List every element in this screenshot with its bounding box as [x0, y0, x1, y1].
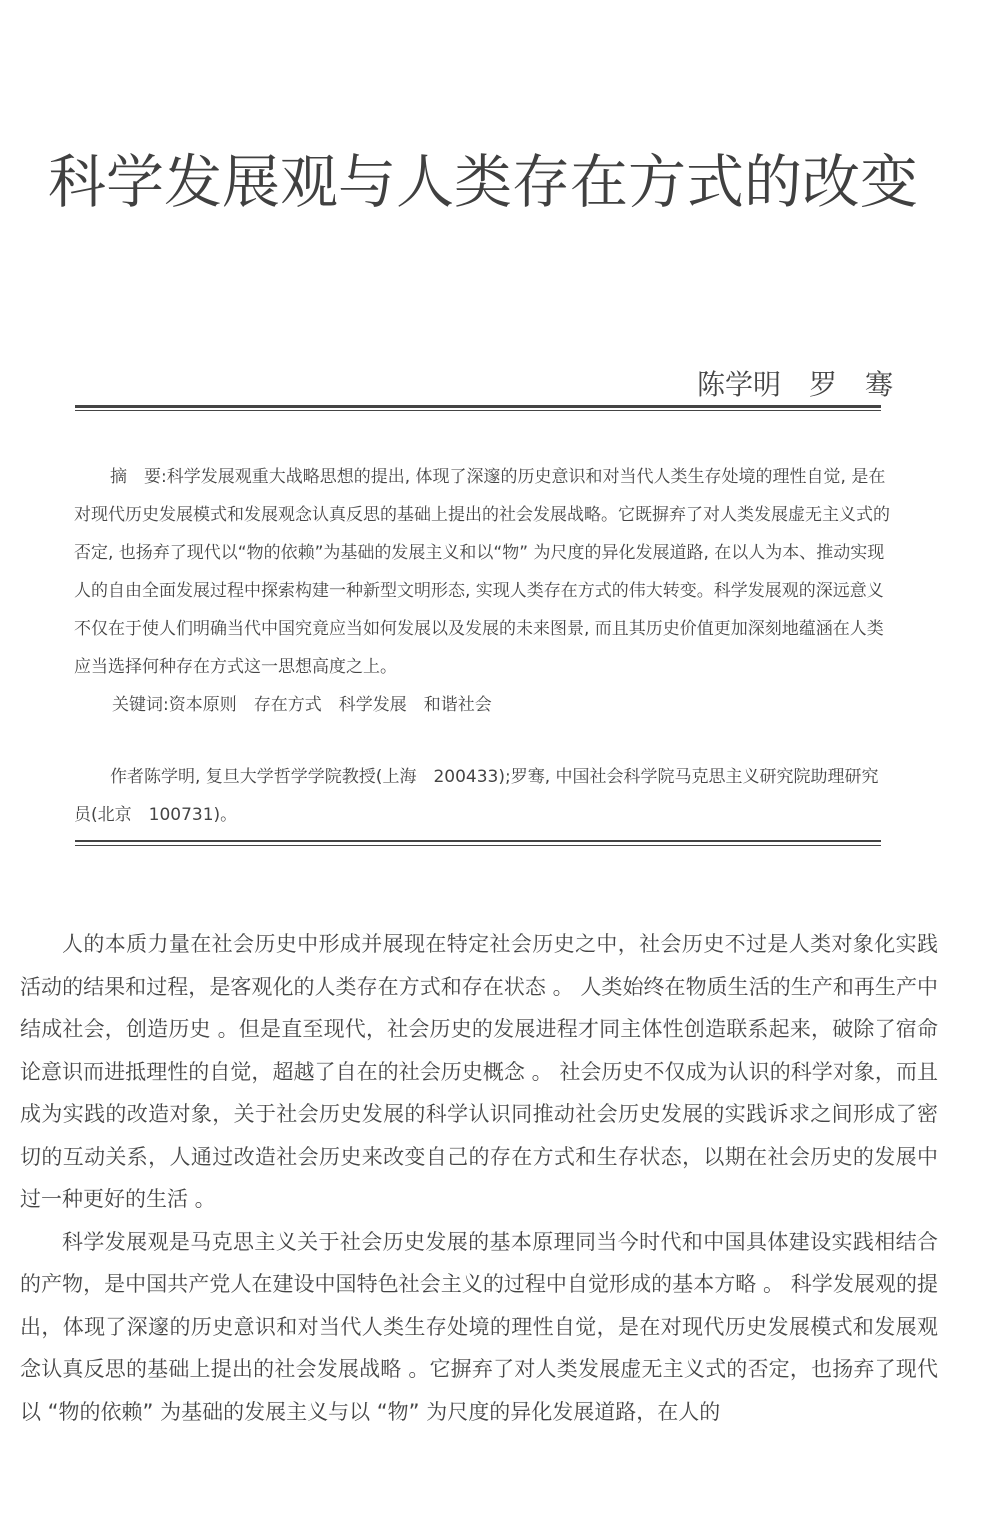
abstract-label: 摘 要: [110, 467, 167, 487]
abstract-section [74, 458, 894, 724]
header-divider [75, 405, 881, 411]
article-authors: 陈学明 罗 骞 [696, 368, 893, 401]
body-paragraph: 人的本质力量在社会历史中形成并展现在特定社会历史之中，社会历史不过是人类对象化实践活动的结果和过程，是客观化的人类存在方式和存在状态 。 人类始终在物质生活的生产和再生产中结成社会，创造历史 。但是直至现代，社会历史的发展进程才同主体性创造联系起来，破除了宿命论意识而进抵理性的自觉，超越了自在的社会历史概念 。 社会历史不仅成为认识的科学对象，而且成为实践的改造对象，关于社会历史发展的科学认识同推动社会历史发展的实践诉求之间形成了密切的互动关系，人通过改造社会历史来改变自己的存在方式和生存状态，以期在社会历史的发展中过一种更好的生活 。 [20, 932, 938, 1211]
footer-divider [75, 840, 881, 846]
author-note-section [74, 758, 889, 834]
body-paragraph: 科学发展观是马克思主义关于社会历史发展的基本原理同当今时代和中国具体建设实践相结合的产物，是中国共产党人在建设中国特色社会主义的过程中自觉形成的基本方略 。 科学发展观的提出，体现了深邃的历史意识和对当代人类生存处境的理性自觉，是在对现代历史发展模式和发展观念认真反思的基础上提出的社会发展战略 。它摒弃了对人类发展虚无主义式的否定，也扬弃了现代以 “物的依赖” 为基础的发展主义与以 “物” 为尺度的异化发展道路，在人的 [20, 1229, 938, 1424]
keywords-label: 关键词: [112, 695, 169, 715]
article-title: 科学发展观与人类存在方式的改变 [48, 148, 919, 216]
author-note-text: 作者陈学明, 复旦大学哲学学院教授(上海 200433);罗骞, 中国社会科学院马克思主义研究院助理研究员(北京 100731)。 [74, 767, 879, 825]
abstract-text: 科学发展观重大战略思想的提出, 体现了深邃的历史意识和对当代人类生存处境的理性自觉, 是在对现代历史发展模式和发展观念认真反思的基础上提出的社会发展战略。它既摒弃了对人类发展虚无主义式的否定, 也扬弃了现代以“物的依赖”为基础的发展主义和以“物” 为尺度的异化发展道路, 在以人为本、推动实现人的自由全面发展过程中探索构建一种新型文明形态, 实现人类存在方式的伟大转变。科学发展观的深远意义不仅在于使人们明确当代中国究竟应当如何发展以及发展的未来图景, 而且其历史价值更加深刻地蕴涵在人类应当选择何种存在方式这一思想高度之上。 [74, 467, 890, 677]
abstract-paragraph [74, 458, 894, 686]
article-body [20, 923, 938, 1433]
keywords-list: 资本原则 存在方式 科学发展 和谐社会 [168, 695, 492, 715]
keywords-line [74, 686, 894, 724]
divider-thin-line [75, 410, 881, 411]
divider-thin-line [75, 845, 881, 846]
